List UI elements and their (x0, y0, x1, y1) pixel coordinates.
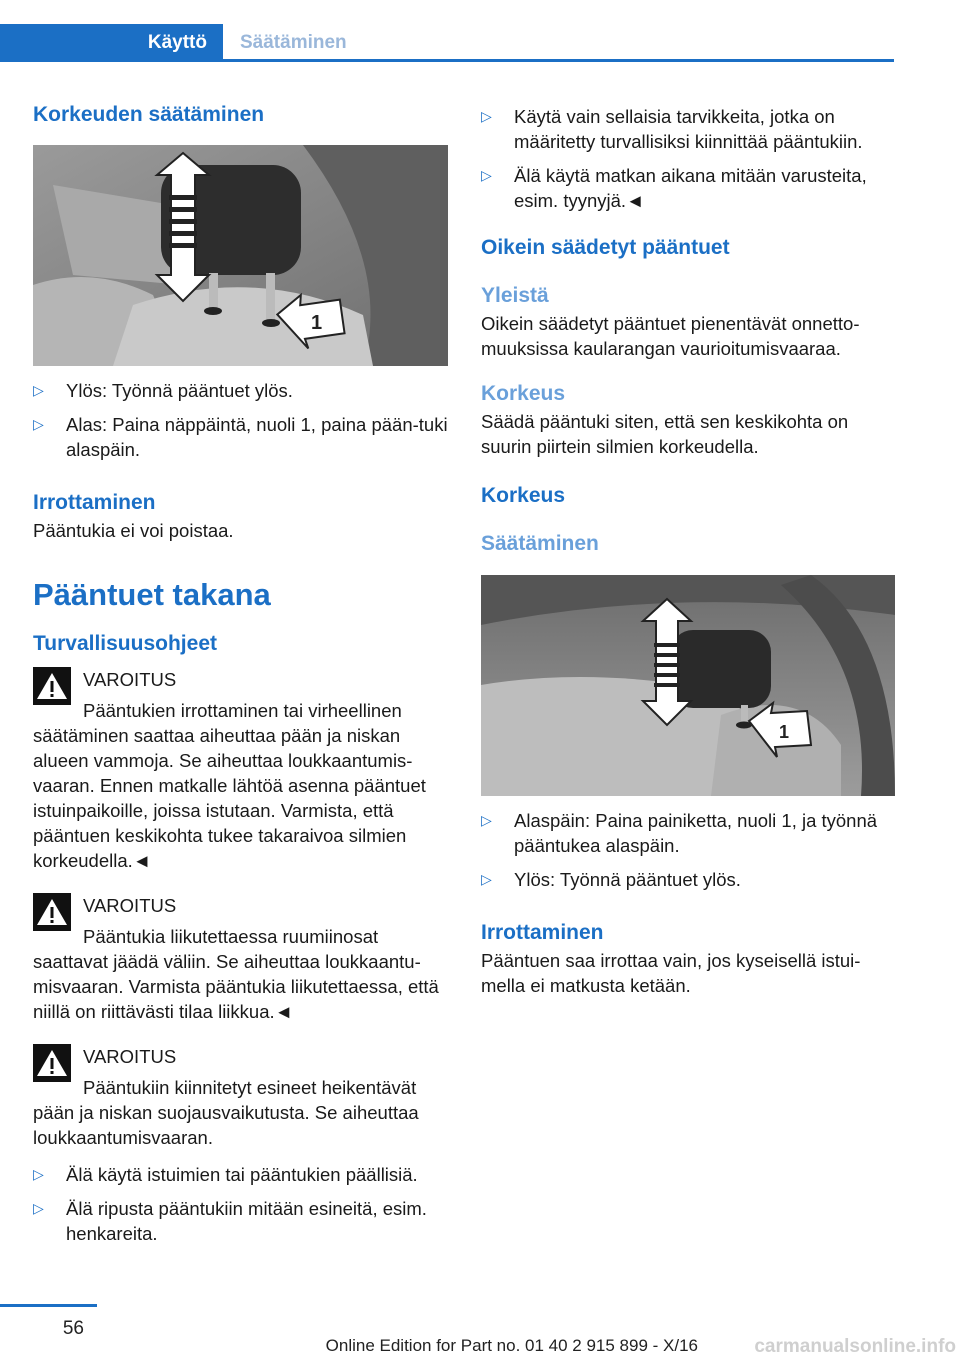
list-item: ▷ Älä ripusta pääntukiin mitään esineitä, esim. henkareita. (33, 1198, 427, 1244)
warning-title: VAROITUS (83, 895, 177, 916)
remove-rear-text: Pääntuen saa irrottaa vain, jos kyseisellä istui-mella ei matkusta ketään. (481, 950, 861, 996)
heading-remove-rear: Irrottaminen (481, 921, 604, 944)
warning-text: Pääntukien irrottaminen tai virheellinen (83, 700, 402, 721)
warning-block (33, 667, 448, 873)
warning-text-cont: saattavat jäädä väliin. Se aiheuttaa loukkaantu-misvaaran. Varmista pääntukia liikutettaessa, että niillä on riittävästi tilaa liikkua.◄ (33, 951, 439, 1022)
heading-height-light: Korkeus (481, 382, 566, 405)
list-item: ▷ Ylös: Työnnä pääntuet ylös. (481, 869, 741, 890)
page-number: 56 (62, 1318, 84, 1339)
warning-block (33, 1044, 448, 1150)
warning-title: VAROITUS (83, 1046, 177, 1067)
height-text: Säädä pääntuki siten, että sen keskikohta on suurin piirtein silmien korkeudella. (481, 411, 849, 457)
list-item: ▷ Alaspäin: Paina painiketta, nuoli 1, ja työnnä pääntukea alaspäin. (481, 810, 878, 856)
heading-adjust: Säätäminen (481, 532, 599, 555)
warning-text: Pääntukiin kiinnitetyt esineet heikentävät (83, 1077, 417, 1098)
warning-icon (33, 893, 71, 931)
bullet-list-rear-adjust (481, 808, 895, 892)
tab-underline (223, 59, 894, 62)
list-item: ▷ Ylös: Työnnä pääntuet ylös. (33, 380, 293, 401)
heading-remove: Irrottaminen (33, 491, 156, 514)
list-item: ▷ Käytä vain sellaisia tarvikkeita, jotka on määritetty turvallisiksi kiinnittää pääntukiin. (481, 106, 863, 152)
warning-text: Pääntukia liikutettaessa ruumiinosat (83, 926, 379, 947)
heading-correct-headrests: Oikein säädetyt pääntuet (481, 236, 730, 259)
list-item: ▷ Älä käytä matkan aikana mitään varusteita, esim. tyynyjä.◄ (481, 165, 867, 211)
right-column (481, 100, 895, 998)
heading-height: Korkeus (481, 484, 566, 507)
heading-general: Yleistä (481, 284, 549, 307)
front-headrest-figure (33, 145, 448, 366)
list-item: ▷ Älä käytä istuimien tai pääntukien päällisiä. (33, 1164, 418, 1185)
figure-label-1: 1 (779, 722, 790, 742)
warning-text-cont: pään ja niskan suojausvaikutusta. Se aiheuttaa loukkaantumisvaaran. (33, 1102, 419, 1148)
section-title: Pääntuet takana (33, 577, 271, 612)
online-edition: Online Edition for Part no. 01 40 2 915 899 - X/16 (325, 1336, 698, 1355)
bullet-list-adjust (33, 378, 448, 462)
list-item: ▷ Alas: Paina näppäintä, nuoli 1, paina pään-tuki alaspäin. (33, 414, 448, 460)
rear-headrest-figure (481, 575, 895, 796)
left-column (33, 100, 448, 1255)
watermark: carmanualsonline.info (754, 1336, 956, 1357)
tab-saataminen[interactable]: Säätäminen (240, 32, 347, 53)
warning-block (33, 893, 448, 1024)
bullet-list-covers (33, 1162, 448, 1246)
figure-label-1: 1 (311, 312, 323, 334)
bullet-list-accessories (481, 104, 895, 213)
remove-text: Pääntukia ei voi poistaa. (33, 520, 234, 541)
footer-line (0, 1304, 97, 1307)
safety-heading: Turvallisuusohjeet (33, 632, 217, 655)
warning-text-cont: säätäminen saattaa aiheuttaa pään ja niskan alueen vammoja. Se aiheuttaa loukkaantumis-vaaran. Ennen matkalle lähtöä asenna pääntuet istuinpaikoille, joissa istutaan. Varmista, että pääntuen keskikohta tukee takaraivoa silmien korkeudella.◄ (33, 725, 426, 871)
heading-height-adjust: Korkeuden säätäminen (33, 103, 265, 126)
warning-icon (33, 667, 71, 705)
tab-kaytto[interactable]: Käyttö (0, 24, 223, 62)
general-text: Oikein säädetyt pääntuet pienentävät onnetto-muuksissa kaularangan vaurioitumisvaaraa. (481, 313, 860, 359)
warning-title: VAROITUS (83, 669, 177, 690)
header-tabbar (0, 24, 894, 62)
warning-icon (33, 1044, 71, 1082)
